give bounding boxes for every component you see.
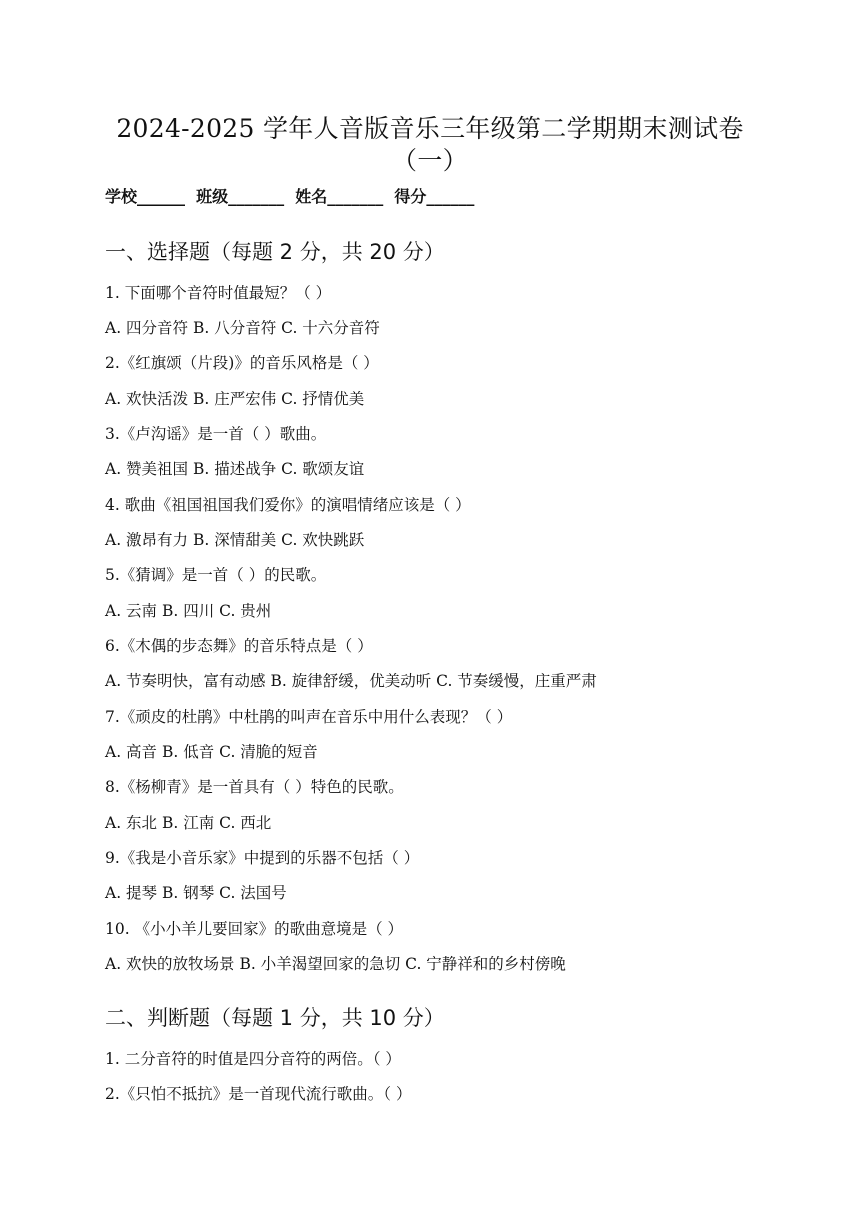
options-6: A. 节奏明快，富有动感 B. 旋律舒缓，优美动听 C. 节奏缓慢，庄重严肃 [105, 672, 597, 690]
options-4: A. 激昂有力 B. 深情甜美 C. 欢快跳跃 [105, 531, 365, 549]
question-4: 4. 歌曲《祖国祖国我们爱你》的演唱情绪应该是（ ） [105, 496, 471, 514]
options-7: A. 高音 B. 低音 C. 清脆的短音 [105, 743, 318, 761]
options-9: A. 提琴 B. 钢琴 C. 法国号 [105, 884, 287, 902]
question-5: 5.《猜调》是一首（ ）的民歌。 [105, 566, 327, 584]
question-2: 2.《红旗颂（片段)》的音乐风格是（ ） [105, 354, 379, 372]
section-heading-true-false: 二、判断题（每题 1 分，共 10 分） [105, 1006, 445, 1030]
tf-question-2: 2.《只怕不抵抗》是一首现代流行歌曲。（ ） [105, 1085, 412, 1103]
question-1: 1. 下面哪个音符时值最短？（ ） [105, 284, 332, 302]
exam-title-line1: 2024-2025 学年人音版音乐三年级第二学期期末测试卷 [116, 114, 744, 143]
options-1: A. 四分音符 B. 八分音符 C. 十六分音符 [105, 319, 380, 337]
tf-question-1: 1. 二分音符的时值是四分音符的两倍。（ ） [105, 1050, 401, 1068]
exam-title-line2: （一） [392, 146, 468, 175]
question-10: 10. 《小小羊儿要回家》的歌曲意境是（ ） [105, 920, 404, 938]
question-3: 3.《卢沟谣》是一首（ ）歌曲。 [105, 425, 327, 443]
question-6: 6.《木偶的步态舞》的音乐特点是（ ） [105, 637, 373, 655]
options-10: A. 欢快的放牧场景 B. 小羊渴望回家的急切 C. 宁静祥和的乡村傍晚 [105, 955, 566, 973]
section-heading-choice: 一、选择题（每题 2 分，共 20 分） [105, 240, 445, 264]
options-8: A. 东北 B. 江南 C. 西北 [105, 814, 272, 832]
options-5: A. 云南 B. 四川 C. 贵州 [105, 602, 272, 620]
student-info-line: 学校______ 班级_______ 姓名_______ 得分______ [105, 187, 475, 206]
options-3: A. 赞美祖国 B. 描述战争 C. 歌颂友谊 [105, 460, 365, 478]
question-8: 8.《杨柳青》是一首具有（ ）特色的民歌。 [105, 778, 404, 796]
options-2: A. 欢快活泼 B. 庄严宏伟 C. 抒情优美 [105, 390, 365, 408]
question-7: 7.《顽皮的杜鹃》中杜鹃的叫声在音乐中用什么表现？（ ） [105, 708, 513, 726]
question-9: 9.《我是小音乐家》中提到的乐器不包括（ ） [105, 849, 420, 867]
